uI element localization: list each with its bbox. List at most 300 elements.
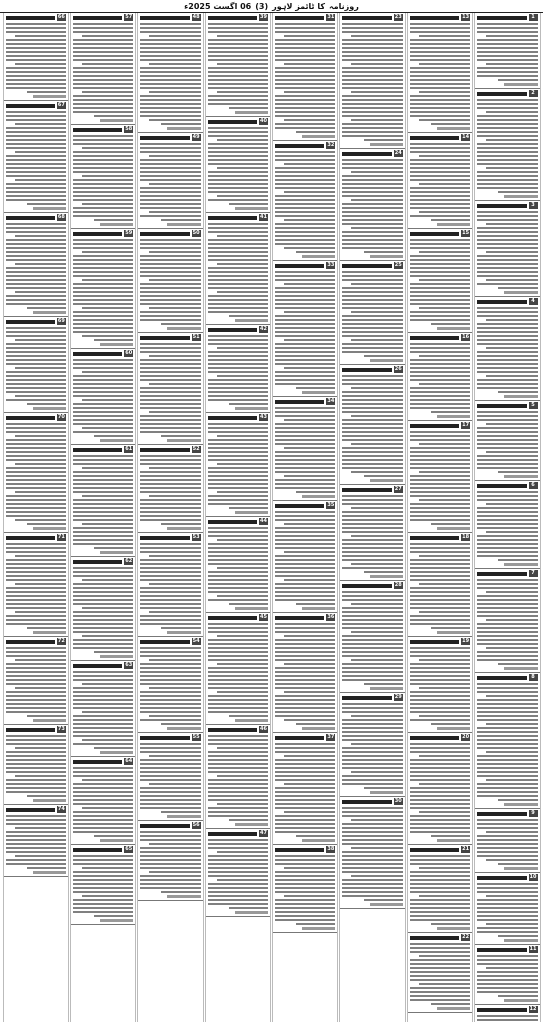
story-header xyxy=(208,414,268,421)
text-line xyxy=(342,455,402,457)
story-number-badge: 15 xyxy=(462,230,470,236)
text-line xyxy=(342,167,402,169)
text-line xyxy=(73,903,133,905)
text-line xyxy=(73,511,133,513)
news-story xyxy=(4,13,68,101)
text-line xyxy=(410,487,470,489)
text-line xyxy=(208,591,268,593)
text-line xyxy=(140,371,200,373)
news-story xyxy=(273,261,337,397)
text-line xyxy=(6,143,66,145)
text-line xyxy=(364,571,403,573)
text-line xyxy=(161,435,200,437)
news-story xyxy=(4,637,68,725)
story-footer-rule xyxy=(100,551,133,554)
text-line xyxy=(410,199,470,201)
text-line xyxy=(82,147,133,149)
text-line xyxy=(296,251,335,253)
text-line xyxy=(73,795,133,797)
text-line xyxy=(410,607,470,609)
story-header xyxy=(342,798,402,805)
text-line xyxy=(410,975,470,977)
text-line xyxy=(27,403,66,405)
text-line xyxy=(6,591,66,593)
text-line xyxy=(410,267,470,269)
text-line xyxy=(275,759,335,761)
text-line xyxy=(342,71,402,73)
edition-name: کا ٹائمز لاہور xyxy=(272,1,325,11)
text-line xyxy=(275,699,335,701)
text-line xyxy=(82,683,133,685)
text-line xyxy=(296,923,335,925)
text-line xyxy=(6,663,66,665)
text-line xyxy=(477,915,537,917)
text-line xyxy=(6,223,66,225)
text-line xyxy=(275,335,335,337)
text-line xyxy=(342,651,402,653)
text-line xyxy=(6,191,66,193)
text-line xyxy=(15,123,66,125)
text-line xyxy=(275,303,335,305)
text-line xyxy=(6,115,66,117)
text-line xyxy=(140,215,200,217)
text-line xyxy=(6,255,66,257)
text-line xyxy=(342,827,402,829)
text-line xyxy=(342,47,402,49)
text-line xyxy=(419,251,470,253)
text-line xyxy=(477,311,537,313)
text-line xyxy=(6,667,66,669)
text-line xyxy=(140,835,200,837)
text-line xyxy=(477,67,537,69)
text-line xyxy=(73,783,133,785)
text-line xyxy=(364,251,403,253)
text-line xyxy=(419,955,470,957)
story-footer-rule xyxy=(33,311,66,314)
text-line xyxy=(410,967,470,969)
text-line xyxy=(419,63,470,65)
text-line xyxy=(275,107,335,109)
text-line xyxy=(208,47,268,49)
text-line xyxy=(410,551,470,553)
text-line xyxy=(140,283,200,285)
text-line xyxy=(351,227,402,229)
text-line xyxy=(82,607,133,609)
text-line xyxy=(410,823,470,825)
news-story xyxy=(138,133,202,229)
text-line xyxy=(419,983,470,985)
text-line xyxy=(419,555,470,557)
text-line xyxy=(410,655,470,657)
text-line xyxy=(342,131,402,133)
text-line xyxy=(6,847,66,849)
text-line xyxy=(15,827,66,829)
text-line xyxy=(140,199,200,201)
text-line xyxy=(140,503,200,505)
text-line xyxy=(410,779,470,781)
text-line xyxy=(140,599,200,601)
text-line xyxy=(275,651,335,653)
text-line xyxy=(149,611,200,613)
text-line xyxy=(342,627,402,629)
text-line xyxy=(275,859,335,861)
text-line xyxy=(73,487,133,489)
text-line xyxy=(410,215,470,217)
story-footer-rule xyxy=(302,135,335,138)
text-line xyxy=(140,39,200,41)
text-line xyxy=(342,611,402,613)
text-line xyxy=(342,23,402,25)
story-footer-rule xyxy=(437,527,470,530)
text-line xyxy=(208,815,268,817)
news-story xyxy=(206,829,270,917)
text-line xyxy=(208,871,268,873)
text-line xyxy=(410,963,470,965)
text-line xyxy=(6,427,66,429)
text-line xyxy=(342,759,402,761)
text-line xyxy=(410,479,470,481)
text-line xyxy=(6,67,66,69)
text-line xyxy=(275,539,335,541)
text-line xyxy=(486,35,537,37)
story-footer-rule xyxy=(33,631,66,634)
text-line xyxy=(82,35,133,37)
text-line xyxy=(342,655,402,657)
text-line xyxy=(208,699,268,701)
text-line xyxy=(477,51,537,53)
text-line xyxy=(140,71,200,73)
story-footer-rule xyxy=(235,911,268,914)
news-column xyxy=(272,13,338,1022)
story-header xyxy=(477,674,537,681)
text-line xyxy=(410,711,470,713)
text-line xyxy=(140,463,200,465)
text-line xyxy=(477,991,537,993)
text-line xyxy=(284,163,335,165)
story-header xyxy=(275,14,335,21)
text-line xyxy=(208,787,268,789)
text-line xyxy=(342,595,402,597)
text-line xyxy=(410,151,470,153)
headline-bar xyxy=(208,16,257,20)
text-line xyxy=(275,671,335,673)
text-line xyxy=(208,31,268,33)
text-line xyxy=(275,291,335,293)
text-line xyxy=(275,199,335,201)
story-header xyxy=(275,846,335,853)
text-line xyxy=(410,463,470,465)
text-line xyxy=(410,575,470,577)
issue-date: 06 اگست 2025ء xyxy=(184,1,252,11)
text-line xyxy=(208,599,268,601)
story-number-badge: 34 xyxy=(327,398,335,404)
text-line xyxy=(6,543,66,545)
text-line xyxy=(477,599,537,601)
text-line xyxy=(208,899,268,901)
text-line xyxy=(6,699,66,701)
text-line xyxy=(6,227,66,229)
story-header xyxy=(208,14,268,21)
headline-bar xyxy=(73,848,122,852)
text-line xyxy=(73,875,133,877)
text-line xyxy=(229,315,268,317)
story-header xyxy=(410,534,470,541)
story-header xyxy=(477,402,537,409)
text-line xyxy=(342,859,402,861)
story-number-badge: 52 xyxy=(192,446,200,452)
text-line xyxy=(486,723,537,725)
text-line xyxy=(477,515,537,517)
text-line xyxy=(477,959,537,961)
text-line xyxy=(275,623,335,625)
text-line xyxy=(73,27,133,29)
text-line xyxy=(208,287,268,289)
news-story xyxy=(475,673,539,809)
text-line xyxy=(82,523,133,525)
text-line xyxy=(73,647,133,649)
news-story xyxy=(475,401,539,481)
story-number-badge: 33 xyxy=(327,262,335,268)
text-line xyxy=(410,207,470,209)
text-line xyxy=(6,423,66,425)
story-header xyxy=(477,874,537,881)
news-story xyxy=(408,533,472,637)
text-line xyxy=(342,127,402,129)
text-line xyxy=(275,659,335,661)
story-footer-rule xyxy=(437,631,470,634)
text-line xyxy=(208,127,268,129)
text-line xyxy=(73,151,133,153)
text-line xyxy=(82,175,133,177)
story-footer-rule xyxy=(33,407,66,410)
text-line xyxy=(275,459,335,461)
story-header xyxy=(275,142,335,149)
headline-bar xyxy=(140,16,189,20)
text-line xyxy=(419,687,470,689)
text-line xyxy=(140,159,200,161)
text-line xyxy=(342,731,402,733)
text-line xyxy=(149,35,200,37)
text-line xyxy=(140,487,200,489)
story-header xyxy=(342,582,402,589)
headline-bar xyxy=(73,560,122,564)
text-line xyxy=(477,275,537,277)
text-line xyxy=(477,963,537,965)
text-line xyxy=(477,351,537,353)
text-line xyxy=(477,219,537,221)
text-line xyxy=(208,27,268,29)
text-line xyxy=(73,707,133,709)
headline-bar xyxy=(140,640,189,644)
text-line xyxy=(6,379,66,381)
text-line xyxy=(342,543,402,545)
story-number-badge: 7 xyxy=(529,570,538,577)
text-line xyxy=(477,839,537,841)
text-line xyxy=(477,743,537,745)
text-line xyxy=(6,159,66,161)
news-story xyxy=(475,809,539,873)
text-line xyxy=(477,331,537,333)
text-line xyxy=(208,843,268,845)
text-line xyxy=(477,263,537,265)
text-line xyxy=(486,967,537,969)
text-line xyxy=(275,463,335,465)
news-story xyxy=(340,797,404,909)
story-header xyxy=(73,230,133,237)
text-line xyxy=(410,387,470,389)
story-header xyxy=(73,14,133,21)
text-line xyxy=(284,475,335,477)
text-line xyxy=(15,611,66,613)
text-line xyxy=(410,31,470,33)
text-line xyxy=(208,311,268,313)
text-line xyxy=(498,663,537,665)
headline-bar xyxy=(73,16,122,20)
text-line xyxy=(342,843,402,845)
text-line xyxy=(6,283,66,285)
text-line xyxy=(275,771,335,773)
text-line xyxy=(73,167,133,169)
text-line xyxy=(410,667,470,669)
text-line xyxy=(140,831,200,833)
text-line xyxy=(275,919,335,921)
text-line xyxy=(275,831,335,833)
text-line xyxy=(6,483,66,485)
text-line xyxy=(342,675,402,677)
text-line xyxy=(140,23,200,25)
text-line xyxy=(342,271,402,273)
text-line xyxy=(208,51,268,53)
text-line xyxy=(410,855,470,857)
text-line xyxy=(342,555,402,557)
text-line xyxy=(140,255,200,257)
text-line xyxy=(208,703,268,705)
text-line xyxy=(275,787,335,789)
story-header xyxy=(342,486,402,493)
text-line xyxy=(140,407,200,409)
text-line xyxy=(410,907,470,909)
text-line xyxy=(477,171,537,173)
story-number-badge: 72 xyxy=(57,638,65,644)
story-number-badge: 45 xyxy=(260,614,267,620)
text-line xyxy=(161,723,200,725)
story-number-badge: 48 xyxy=(192,14,200,20)
text-line xyxy=(498,471,537,473)
text-line xyxy=(82,495,133,497)
text-line xyxy=(15,235,66,237)
story-footer-rule xyxy=(437,927,470,930)
text-line xyxy=(284,447,335,449)
text-line xyxy=(275,815,335,817)
text-line xyxy=(208,791,268,793)
text-line xyxy=(342,883,402,885)
text-line xyxy=(73,455,133,457)
text-line xyxy=(275,591,335,593)
text-line xyxy=(6,163,66,165)
text-line xyxy=(410,903,470,905)
text-line xyxy=(82,635,133,637)
text-line xyxy=(140,543,200,545)
text-line xyxy=(419,659,470,661)
text-line xyxy=(486,251,537,253)
story-footer-rule xyxy=(100,839,133,842)
text-line xyxy=(477,763,537,765)
text-line xyxy=(477,439,537,441)
text-line xyxy=(6,371,66,373)
text-line xyxy=(410,399,470,401)
text-line xyxy=(410,451,470,453)
text-line xyxy=(410,747,470,749)
headline-bar xyxy=(208,416,257,420)
text-line xyxy=(351,771,402,773)
story-footer-rule xyxy=(167,727,200,730)
text-line xyxy=(477,627,537,629)
text-line xyxy=(477,459,537,461)
text-line xyxy=(275,379,335,381)
text-line xyxy=(275,215,335,217)
news-story xyxy=(475,201,539,297)
text-line xyxy=(410,691,470,693)
text-line xyxy=(208,531,268,533)
headline-bar xyxy=(140,536,189,540)
story-number-badge: 64 xyxy=(125,758,133,764)
text-line xyxy=(208,863,268,865)
text-line xyxy=(140,863,200,865)
text-line xyxy=(208,707,268,709)
text-line xyxy=(477,607,537,609)
text-line xyxy=(208,367,268,369)
text-line xyxy=(275,27,335,29)
text-line xyxy=(275,299,335,301)
text-line xyxy=(486,139,537,141)
headline-bar xyxy=(410,736,459,740)
text-line xyxy=(410,391,470,393)
story-footer-rule xyxy=(437,839,470,842)
text-line xyxy=(275,415,335,417)
text-line xyxy=(275,427,335,429)
text-line xyxy=(6,779,66,781)
story-header xyxy=(410,230,470,237)
story-header xyxy=(140,134,200,141)
text-line xyxy=(73,639,133,641)
text-line xyxy=(82,579,133,581)
text-line xyxy=(6,279,66,281)
text-line xyxy=(342,67,402,69)
text-line xyxy=(6,791,66,793)
text-line xyxy=(217,263,268,265)
text-line xyxy=(73,891,133,893)
text-line xyxy=(419,183,470,185)
story-header xyxy=(73,846,133,853)
story-footer-rule xyxy=(370,255,403,258)
text-line xyxy=(342,707,402,709)
text-line xyxy=(6,243,66,245)
text-line xyxy=(140,675,200,677)
text-line xyxy=(351,339,402,341)
text-line xyxy=(73,255,133,257)
headline-bar xyxy=(410,536,459,540)
text-line xyxy=(208,395,268,397)
story-footer-rule xyxy=(437,415,470,418)
text-line xyxy=(477,31,537,33)
text-line xyxy=(486,923,537,925)
text-line xyxy=(419,155,470,157)
text-line xyxy=(208,647,268,649)
headline-bar xyxy=(410,232,459,236)
news-story xyxy=(4,805,68,877)
text-line xyxy=(208,239,268,241)
text-line xyxy=(73,159,133,161)
